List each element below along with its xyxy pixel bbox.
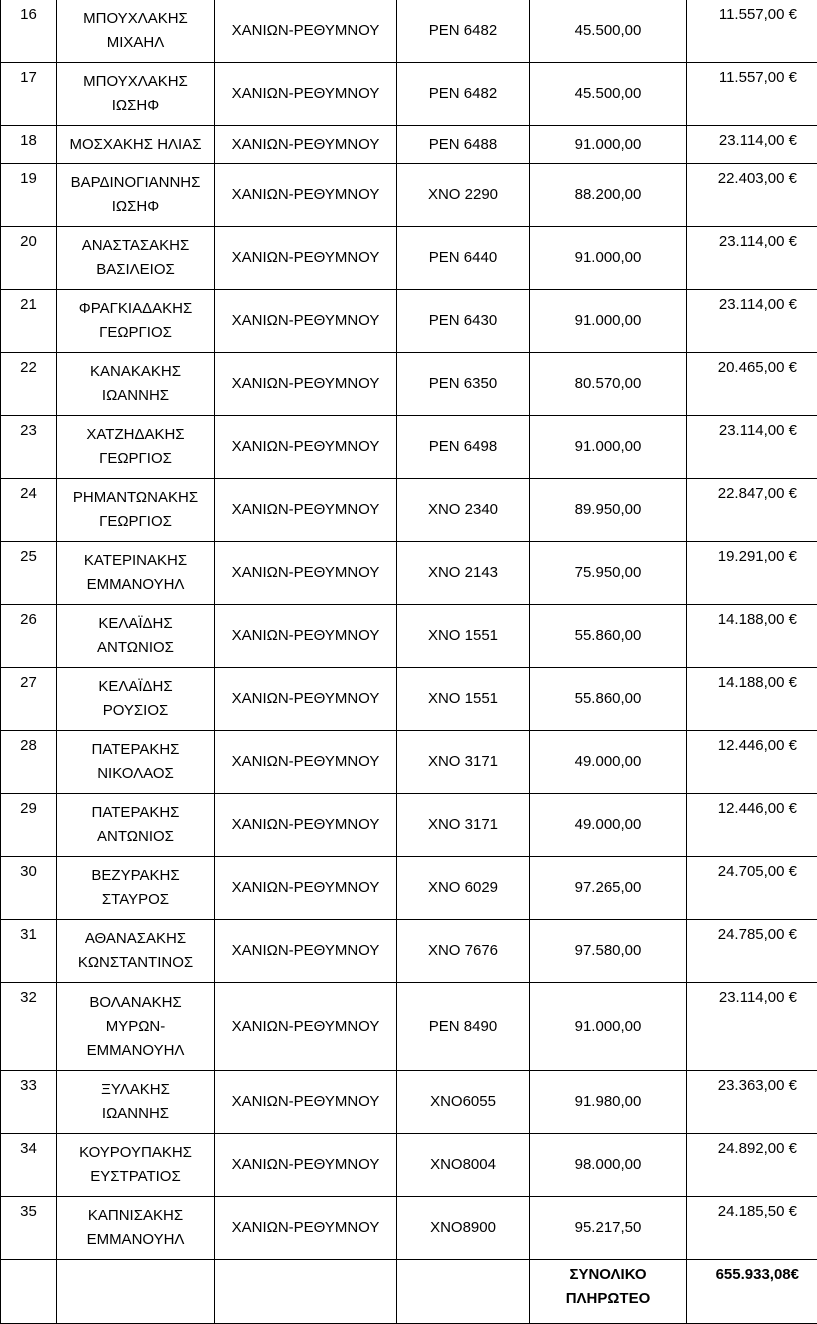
beneficiary-name-line: ΕΥΣΤΡΑΤΙΟΣ bbox=[60, 1165, 211, 1189]
beneficiary-name-line: ΧΑΤΖΗΔΑΚΗΣ bbox=[60, 423, 211, 447]
payable-cell: 23.114,00 € bbox=[687, 290, 817, 353]
payable-cell: 23.363,00 € bbox=[687, 1071, 817, 1134]
beneficiary-name-line: ΚΟΥΡΟΥΠΑΚΗΣ bbox=[60, 1141, 211, 1165]
payable-cell: 14.188,00 € bbox=[687, 668, 817, 731]
payable-cell: 23.114,00 € bbox=[687, 416, 817, 479]
table-row bbox=[1, 857, 817, 920]
beneficiary-name-line: ΓΕΩΡΓΙΟΣ bbox=[60, 510, 211, 534]
beneficiary-name bbox=[57, 920, 215, 983]
region-cell: ΧΑΝΙΩΝ-ΡΕΘΥΜΝΟΥ bbox=[215, 668, 397, 731]
row-number: 28 bbox=[1, 731, 57, 794]
beneficiary-name bbox=[57, 416, 215, 479]
plate-cell: ΡΕΝ 6350 bbox=[397, 353, 530, 416]
plate-cell: ΧΝΟ 1551 bbox=[397, 668, 530, 731]
table-row bbox=[1, 0, 817, 63]
beneficiary-name-line: ΕΜΜΑΝΟΥΗΛ bbox=[60, 1039, 211, 1063]
row-number: 30 bbox=[1, 857, 57, 920]
beneficiary-name-line: ΒΑΡΔΙΝΟΓΙΑΝΝΗΣ bbox=[60, 171, 211, 195]
beneficiary-name bbox=[57, 983, 215, 1071]
row-number: 27 bbox=[1, 668, 57, 731]
table-row bbox=[1, 1134, 817, 1197]
row-number: 17 bbox=[1, 63, 57, 126]
beneficiary-name-line: ΚΑΝΑΚΑΚΗΣ bbox=[60, 360, 211, 384]
payable-cell: 24.785,00 € bbox=[687, 920, 817, 983]
row-number: 29 bbox=[1, 794, 57, 857]
amount-cell: 49.000,00 bbox=[530, 794, 687, 857]
beneficiary-name-line: ΙΩΣΗΦ bbox=[60, 94, 211, 118]
beneficiary-name bbox=[57, 794, 215, 857]
table-row bbox=[1, 479, 817, 542]
amount-cell: 89.950,00 bbox=[530, 479, 687, 542]
amount-cell: 91.000,00 bbox=[530, 227, 687, 290]
payable-cell: 22.403,00 € bbox=[687, 164, 817, 227]
beneficiary-name-line: ΝΙΚΟΛΑΟΣ bbox=[60, 762, 211, 786]
beneficiary-name bbox=[57, 0, 215, 63]
amount-cell: 88.200,00 bbox=[530, 164, 687, 227]
payable-cell: 22.847,00 € bbox=[687, 479, 817, 542]
plate-cell: ΧΝΟ 6029 bbox=[397, 857, 530, 920]
table-row bbox=[1, 794, 817, 857]
amount-cell: 98.000,00 bbox=[530, 1134, 687, 1197]
beneficiary-name-line: ΣΤΑΥΡΟΣ bbox=[60, 888, 211, 912]
beneficiary-name bbox=[57, 857, 215, 920]
amount-cell: 91.000,00 bbox=[530, 983, 687, 1071]
beneficiary-name-line: ΙΩΑΝΝΗΣ bbox=[60, 384, 211, 408]
beneficiary-name-line: ΕΜΜΑΝΟΥΗΛ bbox=[60, 573, 211, 597]
amount-cell: 97.265,00 bbox=[530, 857, 687, 920]
beneficiary-name-line: ΙΩΑΝΝΗΣ bbox=[60, 1102, 211, 1126]
beneficiary-name-line: ΑΝΤΩΝΙΟΣ bbox=[60, 825, 211, 849]
row-number: 18 bbox=[1, 126, 57, 164]
beneficiary-name bbox=[57, 1197, 215, 1260]
table-row bbox=[1, 605, 817, 668]
region-cell: ΧΑΝΙΩΝ-ΡΕΘΥΜΝΟΥ bbox=[215, 857, 397, 920]
beneficiary-name-line: ΡΗΜΑΝΤΩΝΑΚΗΣ bbox=[60, 486, 211, 510]
region-cell: ΧΑΝΙΩΝ-ΡΕΘΥΜΝΟΥ bbox=[215, 126, 397, 164]
amount-cell: 91.000,00 bbox=[530, 416, 687, 479]
table-row bbox=[1, 920, 817, 983]
payable-cell: 12.446,00 € bbox=[687, 794, 817, 857]
plate-cell: ΧΝΟ 2290 bbox=[397, 164, 530, 227]
payable-cell: 24.892,00 € bbox=[687, 1134, 817, 1197]
beneficiary-name-line: ΞΥΛΑΚΗΣ bbox=[60, 1078, 211, 1102]
row-number: 31 bbox=[1, 920, 57, 983]
beneficiary-name bbox=[57, 731, 215, 794]
payable-cell: 14.188,00 € bbox=[687, 605, 817, 668]
region-cell: ΧΑΝΙΩΝ-ΡΕΘΥΜΝΟΥ bbox=[215, 605, 397, 668]
beneficiary-name bbox=[57, 353, 215, 416]
table-row bbox=[1, 1197, 817, 1260]
row-number: 32 bbox=[1, 983, 57, 1071]
empty-cell bbox=[1, 1260, 57, 1324]
amount-cell: 80.570,00 bbox=[530, 353, 687, 416]
plate-cell: ΧΝΟ6055 bbox=[397, 1071, 530, 1134]
region-cell: ΧΑΝΙΩΝ-ΡΕΘΥΜΝΟΥ bbox=[215, 1071, 397, 1134]
total-row bbox=[1, 1260, 817, 1324]
amount-cell: 75.950,00 bbox=[530, 542, 687, 605]
plate-cell: ΡΕΝ 6430 bbox=[397, 290, 530, 353]
plate-cell: ΧΝΟ 2143 bbox=[397, 542, 530, 605]
beneficiary-name-line: ΚΑΠΝΙΣΑΚΗΣ bbox=[60, 1204, 211, 1228]
region-cell: ΧΑΝΙΩΝ-ΡΕΘΥΜΝΟΥ bbox=[215, 416, 397, 479]
payments-table-body bbox=[1, 0, 817, 1324]
table-row bbox=[1, 668, 817, 731]
row-number: 33 bbox=[1, 1071, 57, 1134]
plate-cell: ΧΝΟ8900 bbox=[397, 1197, 530, 1260]
beneficiary-name-line: ΒΑΣΙΛΕΙΟΣ bbox=[60, 258, 211, 282]
amount-cell: 49.000,00 bbox=[530, 731, 687, 794]
plate-cell: ΧΝΟ 7676 bbox=[397, 920, 530, 983]
row-number: 22 bbox=[1, 353, 57, 416]
beneficiary-name-line: ΑΝΤΩΝΙΟΣ bbox=[60, 636, 211, 660]
table-row bbox=[1, 290, 817, 353]
region-cell: ΧΑΝΙΩΝ-ΡΕΘΥΜΝΟΥ bbox=[215, 227, 397, 290]
table-row bbox=[1, 731, 817, 794]
empty-cell bbox=[397, 1260, 530, 1324]
amount-cell: 91.000,00 bbox=[530, 126, 687, 164]
beneficiary-name-line: ΓΕΩΡΓΙΟΣ bbox=[60, 447, 211, 471]
region-cell: ΧΑΝΙΩΝ-ΡΕΘΥΜΝΟΥ bbox=[215, 731, 397, 794]
amount-cell: 91.980,00 bbox=[530, 1071, 687, 1134]
table-row bbox=[1, 63, 817, 126]
region-cell: ΧΑΝΙΩΝ-ΡΕΘΥΜΝΟΥ bbox=[215, 1134, 397, 1197]
amount-cell: 45.500,00 bbox=[530, 63, 687, 126]
plate-cell: ΧΝΟ8004 bbox=[397, 1134, 530, 1197]
payable-cell: 12.446,00 € bbox=[687, 731, 817, 794]
beneficiary-name bbox=[57, 164, 215, 227]
plate-cell: ΡΕΝ 6482 bbox=[397, 63, 530, 126]
plate-cell: ΧΝΟ 2340 bbox=[397, 479, 530, 542]
payable-cell: 11.557,00 € bbox=[687, 0, 817, 63]
table-row bbox=[1, 416, 817, 479]
plate-cell: ΡΕΝ 8490 bbox=[397, 983, 530, 1071]
beneficiary-name bbox=[57, 126, 215, 164]
beneficiary-name-line: ΒΟΛΑΝΑΚΗΣ bbox=[60, 991, 211, 1015]
table-row bbox=[1, 353, 817, 416]
beneficiary-name-line: ΠΑΤΕΡΑΚΗΣ bbox=[60, 801, 211, 825]
region-cell: ΧΑΝΙΩΝ-ΡΕΘΥΜΝΟΥ bbox=[215, 63, 397, 126]
plate-cell: ΧΝΟ 3171 bbox=[397, 731, 530, 794]
beneficiary-name bbox=[57, 63, 215, 126]
region-cell: ΧΑΝΙΩΝ-ΡΕΘΥΜΝΟΥ bbox=[215, 920, 397, 983]
payable-cell: 24.705,00 € bbox=[687, 857, 817, 920]
beneficiary-name bbox=[57, 227, 215, 290]
region-cell: ΧΑΝΙΩΝ-ΡΕΘΥΜΝΟΥ bbox=[215, 794, 397, 857]
beneficiary-name-line: ΜΠΟΥΧΛΑΚΗΣ bbox=[60, 70, 211, 94]
beneficiary-name-line: ΓΕΩΡΓΙΟΣ bbox=[60, 321, 211, 345]
beneficiary-name-line: ΚΩΝΣΤΑΝΤΙΝΟΣ bbox=[60, 951, 211, 975]
row-number: 23 bbox=[1, 416, 57, 479]
beneficiary-name-line: ΑΝΑΣΤΑΣΑΚΗΣ bbox=[60, 234, 211, 258]
amount-cell: 55.860,00 bbox=[530, 668, 687, 731]
amount-cell: 91.000,00 bbox=[530, 290, 687, 353]
payable-cell: 24.185,50 € bbox=[687, 1197, 817, 1260]
beneficiary-name-line: ΙΩΣΗΦ bbox=[60, 195, 211, 219]
beneficiary-name bbox=[57, 290, 215, 353]
plate-cell: ΡΕΝ 6440 bbox=[397, 227, 530, 290]
plate-cell: ΡΕΝ 6482 bbox=[397, 0, 530, 63]
row-number: 35 bbox=[1, 1197, 57, 1260]
beneficiary-name-line: ΦΡΑΓΚΙΑΔΑΚΗΣ bbox=[60, 297, 211, 321]
beneficiary-name-line: ΠΑΤΕΡΑΚΗΣ bbox=[60, 738, 211, 762]
beneficiary-name-line: ΡΟΥΣΙΟΣ bbox=[60, 699, 211, 723]
beneficiary-name-line: ΜΟΣΧΑΚΗΣ ΗΛΙΑΣ bbox=[60, 133, 211, 157]
payable-cell: 23.114,00 € bbox=[687, 126, 817, 164]
payable-cell: 11.557,00 € bbox=[687, 63, 817, 126]
total-value: 655.933,08€ bbox=[687, 1260, 817, 1324]
amount-cell: 55.860,00 bbox=[530, 605, 687, 668]
row-number: 34 bbox=[1, 1134, 57, 1197]
beneficiary-name-line: ΚΑΤΕΡΙΝΑΚΗΣ bbox=[60, 549, 211, 573]
row-number: 25 bbox=[1, 542, 57, 605]
payable-cell: 23.114,00 € bbox=[687, 983, 817, 1071]
beneficiary-name-line: ΚΕΛΑΪΔΗΣ bbox=[60, 675, 211, 699]
amount-cell: 45.500,00 bbox=[530, 0, 687, 63]
beneficiary-name bbox=[57, 479, 215, 542]
region-cell: ΧΑΝΙΩΝ-ΡΕΘΥΜΝΟΥ bbox=[215, 353, 397, 416]
row-number: 21 bbox=[1, 290, 57, 353]
payable-cell: 20.465,00 € bbox=[687, 353, 817, 416]
empty-cell bbox=[57, 1260, 215, 1324]
total-label-line: ΣΥΝΟΛΙΚΟ bbox=[533, 1263, 683, 1287]
amount-cell: 97.580,00 bbox=[530, 920, 687, 983]
amount-cell: 95.217,50 bbox=[530, 1197, 687, 1260]
table-row bbox=[1, 227, 817, 290]
beneficiary-name-line: ΑΘΑΝΑΣΑΚΗΣ bbox=[60, 927, 211, 951]
beneficiary-name-line: ΒΕΖΥΡΑΚΗΣ bbox=[60, 864, 211, 888]
beneficiary-name bbox=[57, 668, 215, 731]
region-cell: ΧΑΝΙΩΝ-ΡΕΘΥΜΝΟΥ bbox=[215, 164, 397, 227]
total-label-line: ΠΛΗΡΩΤΕΟ bbox=[533, 1287, 683, 1311]
table-row bbox=[1, 983, 817, 1071]
region-cell: ΧΑΝΙΩΝ-ΡΕΘΥΜΝΟΥ bbox=[215, 479, 397, 542]
plate-cell: ΧΝΟ 3171 bbox=[397, 794, 530, 857]
total-label bbox=[530, 1260, 687, 1324]
payable-cell: 19.291,00 € bbox=[687, 542, 817, 605]
beneficiary-name-line: ΜΙΧΑΗΛ bbox=[60, 31, 211, 55]
empty-cell bbox=[215, 1260, 397, 1324]
region-cell: ΧΑΝΙΩΝ-ΡΕΘΥΜΝΟΥ bbox=[215, 0, 397, 63]
row-number: 19 bbox=[1, 164, 57, 227]
beneficiary-name bbox=[57, 542, 215, 605]
plate-cell: ΡΕΝ 6488 bbox=[397, 126, 530, 164]
table-row bbox=[1, 1071, 817, 1134]
region-cell: ΧΑΝΙΩΝ-ΡΕΘΥΜΝΟΥ bbox=[215, 542, 397, 605]
table-row bbox=[1, 164, 817, 227]
table-row bbox=[1, 126, 817, 164]
beneficiary-name bbox=[57, 1071, 215, 1134]
table-row bbox=[1, 542, 817, 605]
region-cell: ΧΑΝΙΩΝ-ΡΕΘΥΜΝΟΥ bbox=[215, 983, 397, 1071]
region-cell: ΧΑΝΙΩΝ-ΡΕΘΥΜΝΟΥ bbox=[215, 1197, 397, 1260]
plate-cell: ΡΕΝ 6498 bbox=[397, 416, 530, 479]
beneficiary-name-line: ΚΕΛΑΪΔΗΣ bbox=[60, 612, 211, 636]
row-number: 16 bbox=[1, 0, 57, 63]
beneficiary-name-line: ΜΠΟΥΧΛΑΚΗΣ bbox=[60, 7, 211, 31]
beneficiary-name-line: ΜΥΡΩΝ- bbox=[60, 1015, 211, 1039]
region-cell: ΧΑΝΙΩΝ-ΡΕΘΥΜΝΟΥ bbox=[215, 290, 397, 353]
plate-cell: ΧΝΟ 1551 bbox=[397, 605, 530, 668]
beneficiary-name-line: ΕΜΜΑΝΟΥΗΛ bbox=[60, 1228, 211, 1252]
row-number: 26 bbox=[1, 605, 57, 668]
row-number: 24 bbox=[1, 479, 57, 542]
beneficiary-name bbox=[57, 605, 215, 668]
payable-cell: 23.114,00 € bbox=[687, 227, 817, 290]
beneficiary-name bbox=[57, 1134, 215, 1197]
row-number: 20 bbox=[1, 227, 57, 290]
